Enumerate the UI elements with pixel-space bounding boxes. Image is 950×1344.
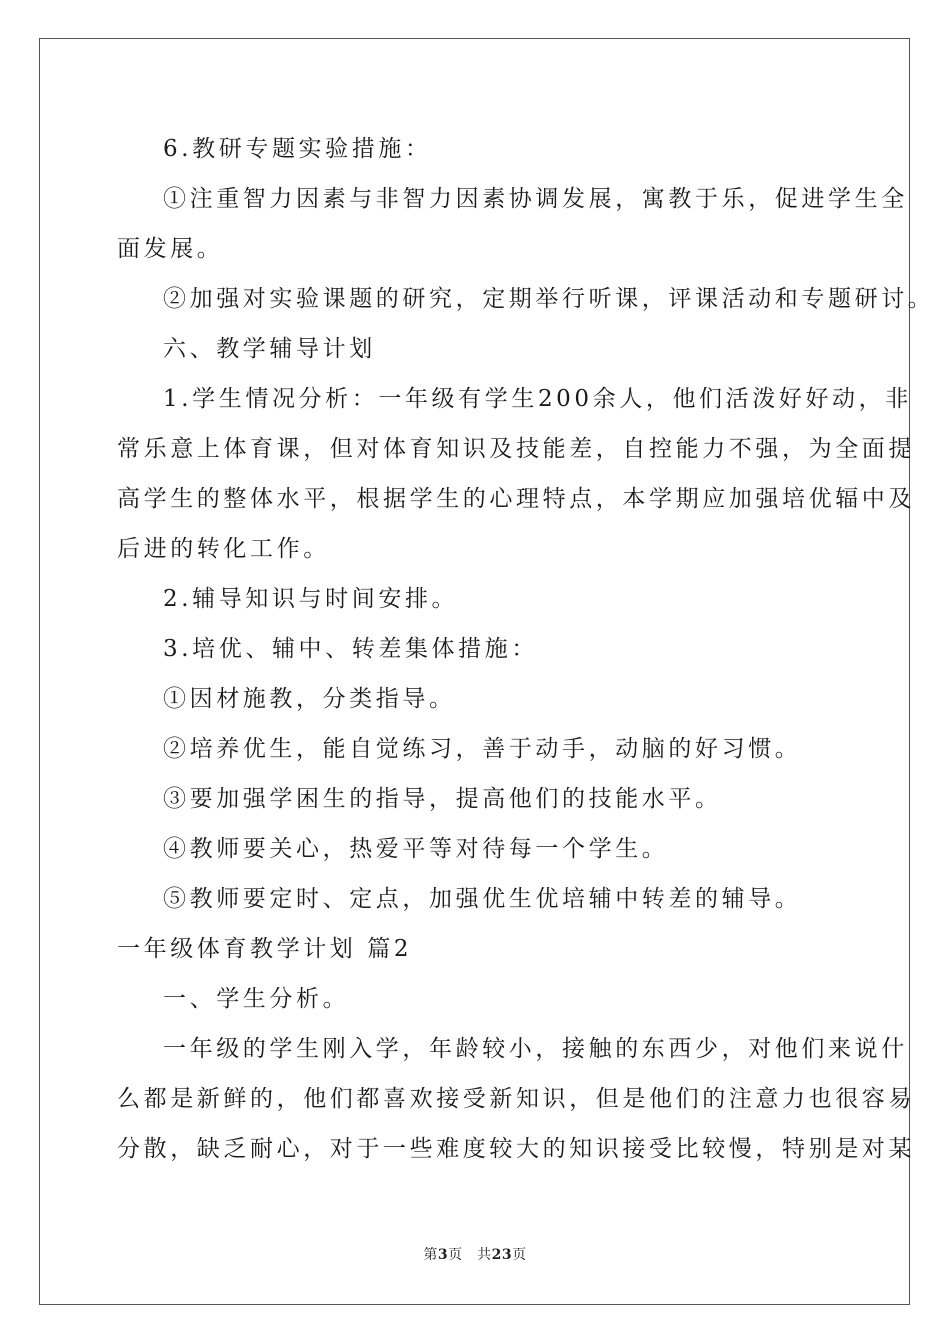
section-heading: 一、学生分析。: [163, 986, 350, 1012]
section-heading: 六、教学辅导计划: [163, 336, 376, 362]
paragraph-line: 么都是新鲜的，他们都喜欢接受新知识，但是他们的注意力也很容易: [117, 1086, 915, 1112]
paragraph-line: 2.辅导知识与时间安排。: [163, 586, 459, 612]
paragraph-line: ④教师要关心，热爱平等对待每一个学生。: [163, 836, 669, 862]
paragraph-line: 分散，缺乏耐心，对于一些难度较大的知识接受比较慢，特别是对某: [117, 1136, 915, 1162]
paragraph-line: 常乐意上体育课，但对体育知识及技能差，自控能力不强，为全面提: [117, 436, 915, 462]
page-total: 23: [491, 1247, 513, 1263]
paragraph-line: ①因材施教，分类指导。: [163, 686, 456, 712]
page-prefix: 第: [423, 1247, 438, 1263]
page-mid: 页 共: [448, 1247, 492, 1263]
page-footer: [0, 1244, 950, 1264]
paragraph-line: 面发展。: [117, 236, 224, 262]
paragraph-line: 3.培优、辅中、转差集体措施：: [163, 636, 538, 662]
paragraph-line: ②培养优生，能自觉练习，善于动手，动脑的好习惯。: [163, 736, 802, 762]
page-suffix: 页: [512, 1247, 527, 1263]
document-title: 一年级体育教学计划 篇2: [117, 936, 413, 962]
paragraph-line: ②加强对实验课题的研究，定期举行听课，评课活动和专题研讨。: [163, 286, 935, 312]
page-current: 3: [437, 1247, 449, 1263]
document-body: [117, 124, 935, 1174]
paragraph-line: ⑤教师要定时、定点，加强优生优培辅中转差的辅导。: [163, 886, 802, 912]
paragraph-line: ③要加强学困生的指导，提高他们的技能水平。: [163, 786, 722, 812]
paragraph-line: 一年级的学生刚入学，年龄较小，接触的东西少，对他们来说什: [163, 1036, 908, 1062]
paragraph-line: 高学生的整体水平，根据学生的心理特点，本学期应加强培优辐中及: [117, 486, 915, 512]
paragraph-line: 6.教研专题实验措施：: [163, 136, 432, 162]
paragraph-line: 1.学生情况分析：一年级有学生200余人，他们活泼好好动，非: [163, 386, 912, 412]
paragraph-line: ①注重智力因素与非智力因素协调发展，寓教于乐，促进学生全: [163, 186, 908, 212]
paragraph-line: 后进的转化工作。: [117, 536, 330, 562]
